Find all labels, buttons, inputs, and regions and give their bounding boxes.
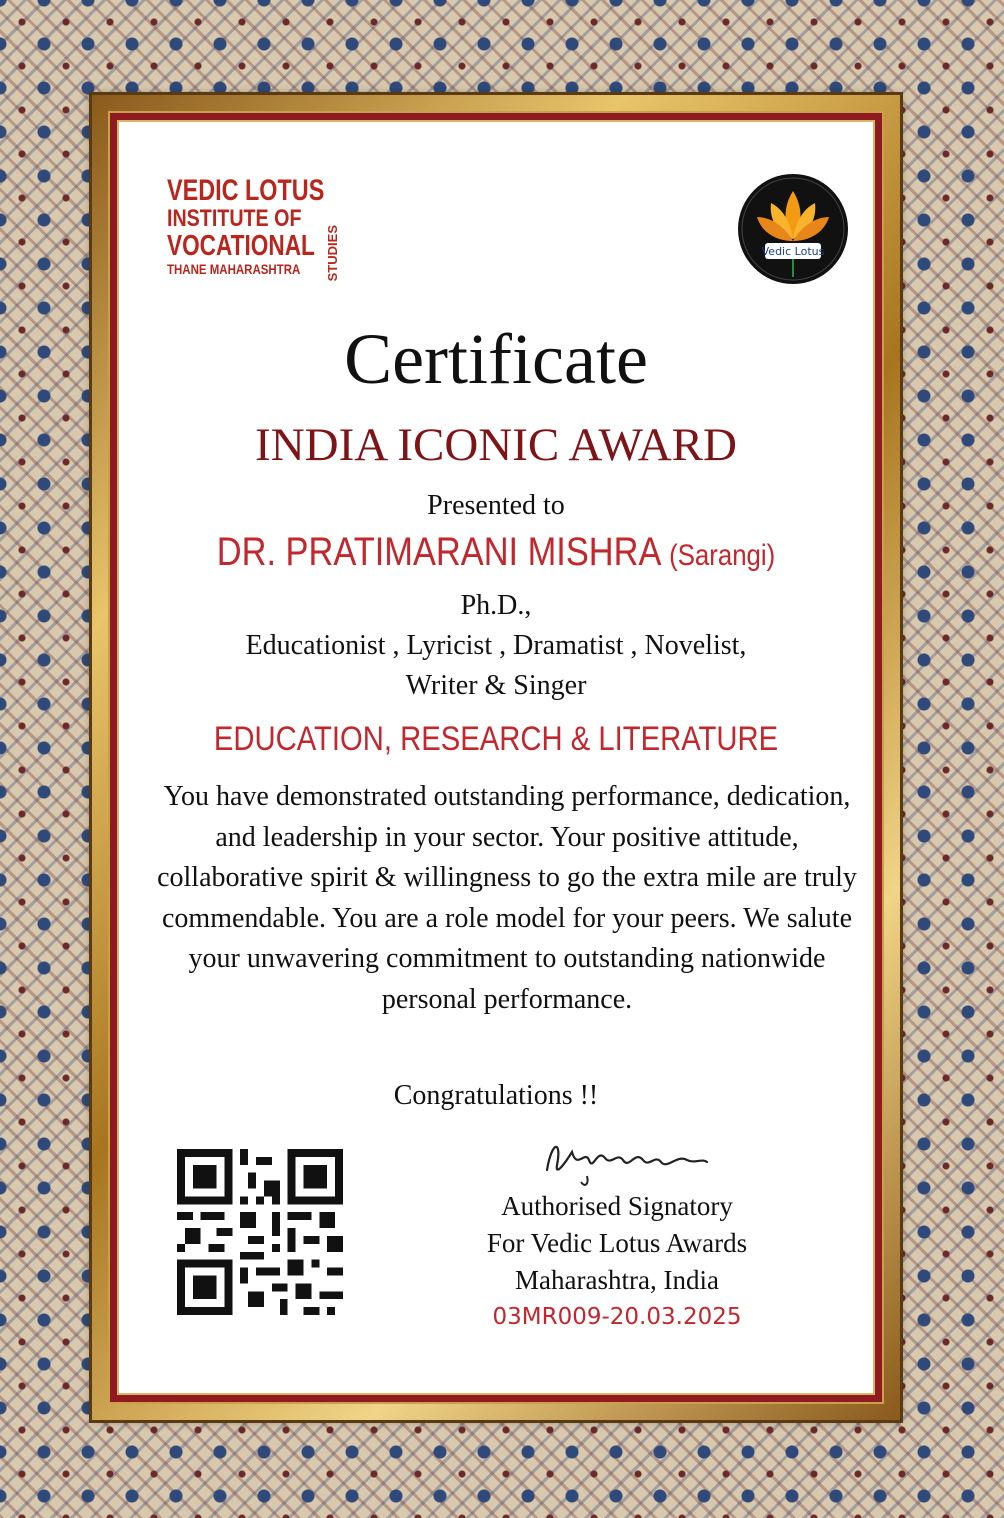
signatory-block <box>447 1188 787 1336</box>
recipient-degree: Ph.D., <box>460 590 532 621</box>
institute-line-4: THANE MAHARASHTRA <box>167 261 301 277</box>
recipient-name <box>170 530 822 575</box>
award-sector: EDUCATION, RESEARCH & LITERATURE <box>213 720 779 758</box>
institute-line-2: INSTITUTE OF <box>167 205 302 232</box>
recipient-roles-line-2: Writer & Singer <box>405 670 587 701</box>
logo-text: Vedic Lotus <box>761 245 825 258</box>
presented-to-label: Presented to <box>427 490 565 521</box>
certificate-reference: 03MR009-20.03.2025 <box>492 1304 742 1330</box>
gold-frame <box>92 95 900 1420</box>
signatory-line-3: Maharashtra, India <box>515 1265 719 1295</box>
qr-code <box>177 1138 343 1326</box>
signature <box>527 1130 727 1190</box>
signatory-line-1: Authorised Signatory <box>501 1191 733 1221</box>
certificate-body <box>117 120 875 1395</box>
recipient-name-main: DR. PRATIMARANI MISHRA <box>216 530 660 574</box>
certificate-title: Certificate <box>344 319 648 399</box>
congratulations-text: Congratulations !! <box>393 1080 599 1111</box>
red-frame <box>108 111 884 1404</box>
lotus-icon <box>737 173 849 285</box>
recipient-roles-line-1: Educationist , Lyricist , Dramatist , Novelist, <box>245 630 747 661</box>
citation-text: You have demonstrated outstanding performance, dedication, and leadership in your sector. Your positive attitude, collaborative spirit & willingness to go the extra mile are truly commendable. You are a role model for your peers. We salute your unwavering commitment to outstanding nationwide personal performance. <box>157 781 857 1015</box>
award-name: INDIA ICONIC AWARD <box>255 419 737 471</box>
recipient-name-suffix: (Sarangi) <box>669 539 776 572</box>
institute-vertical-text: STUDIES <box>325 225 340 282</box>
institute-line-1: VEDIC LOTUS <box>167 174 325 207</box>
signatory-line-2: For Vedic Lotus Awards <box>486 1228 748 1258</box>
institute-line-3: VOCATIONAL <box>167 230 315 262</box>
